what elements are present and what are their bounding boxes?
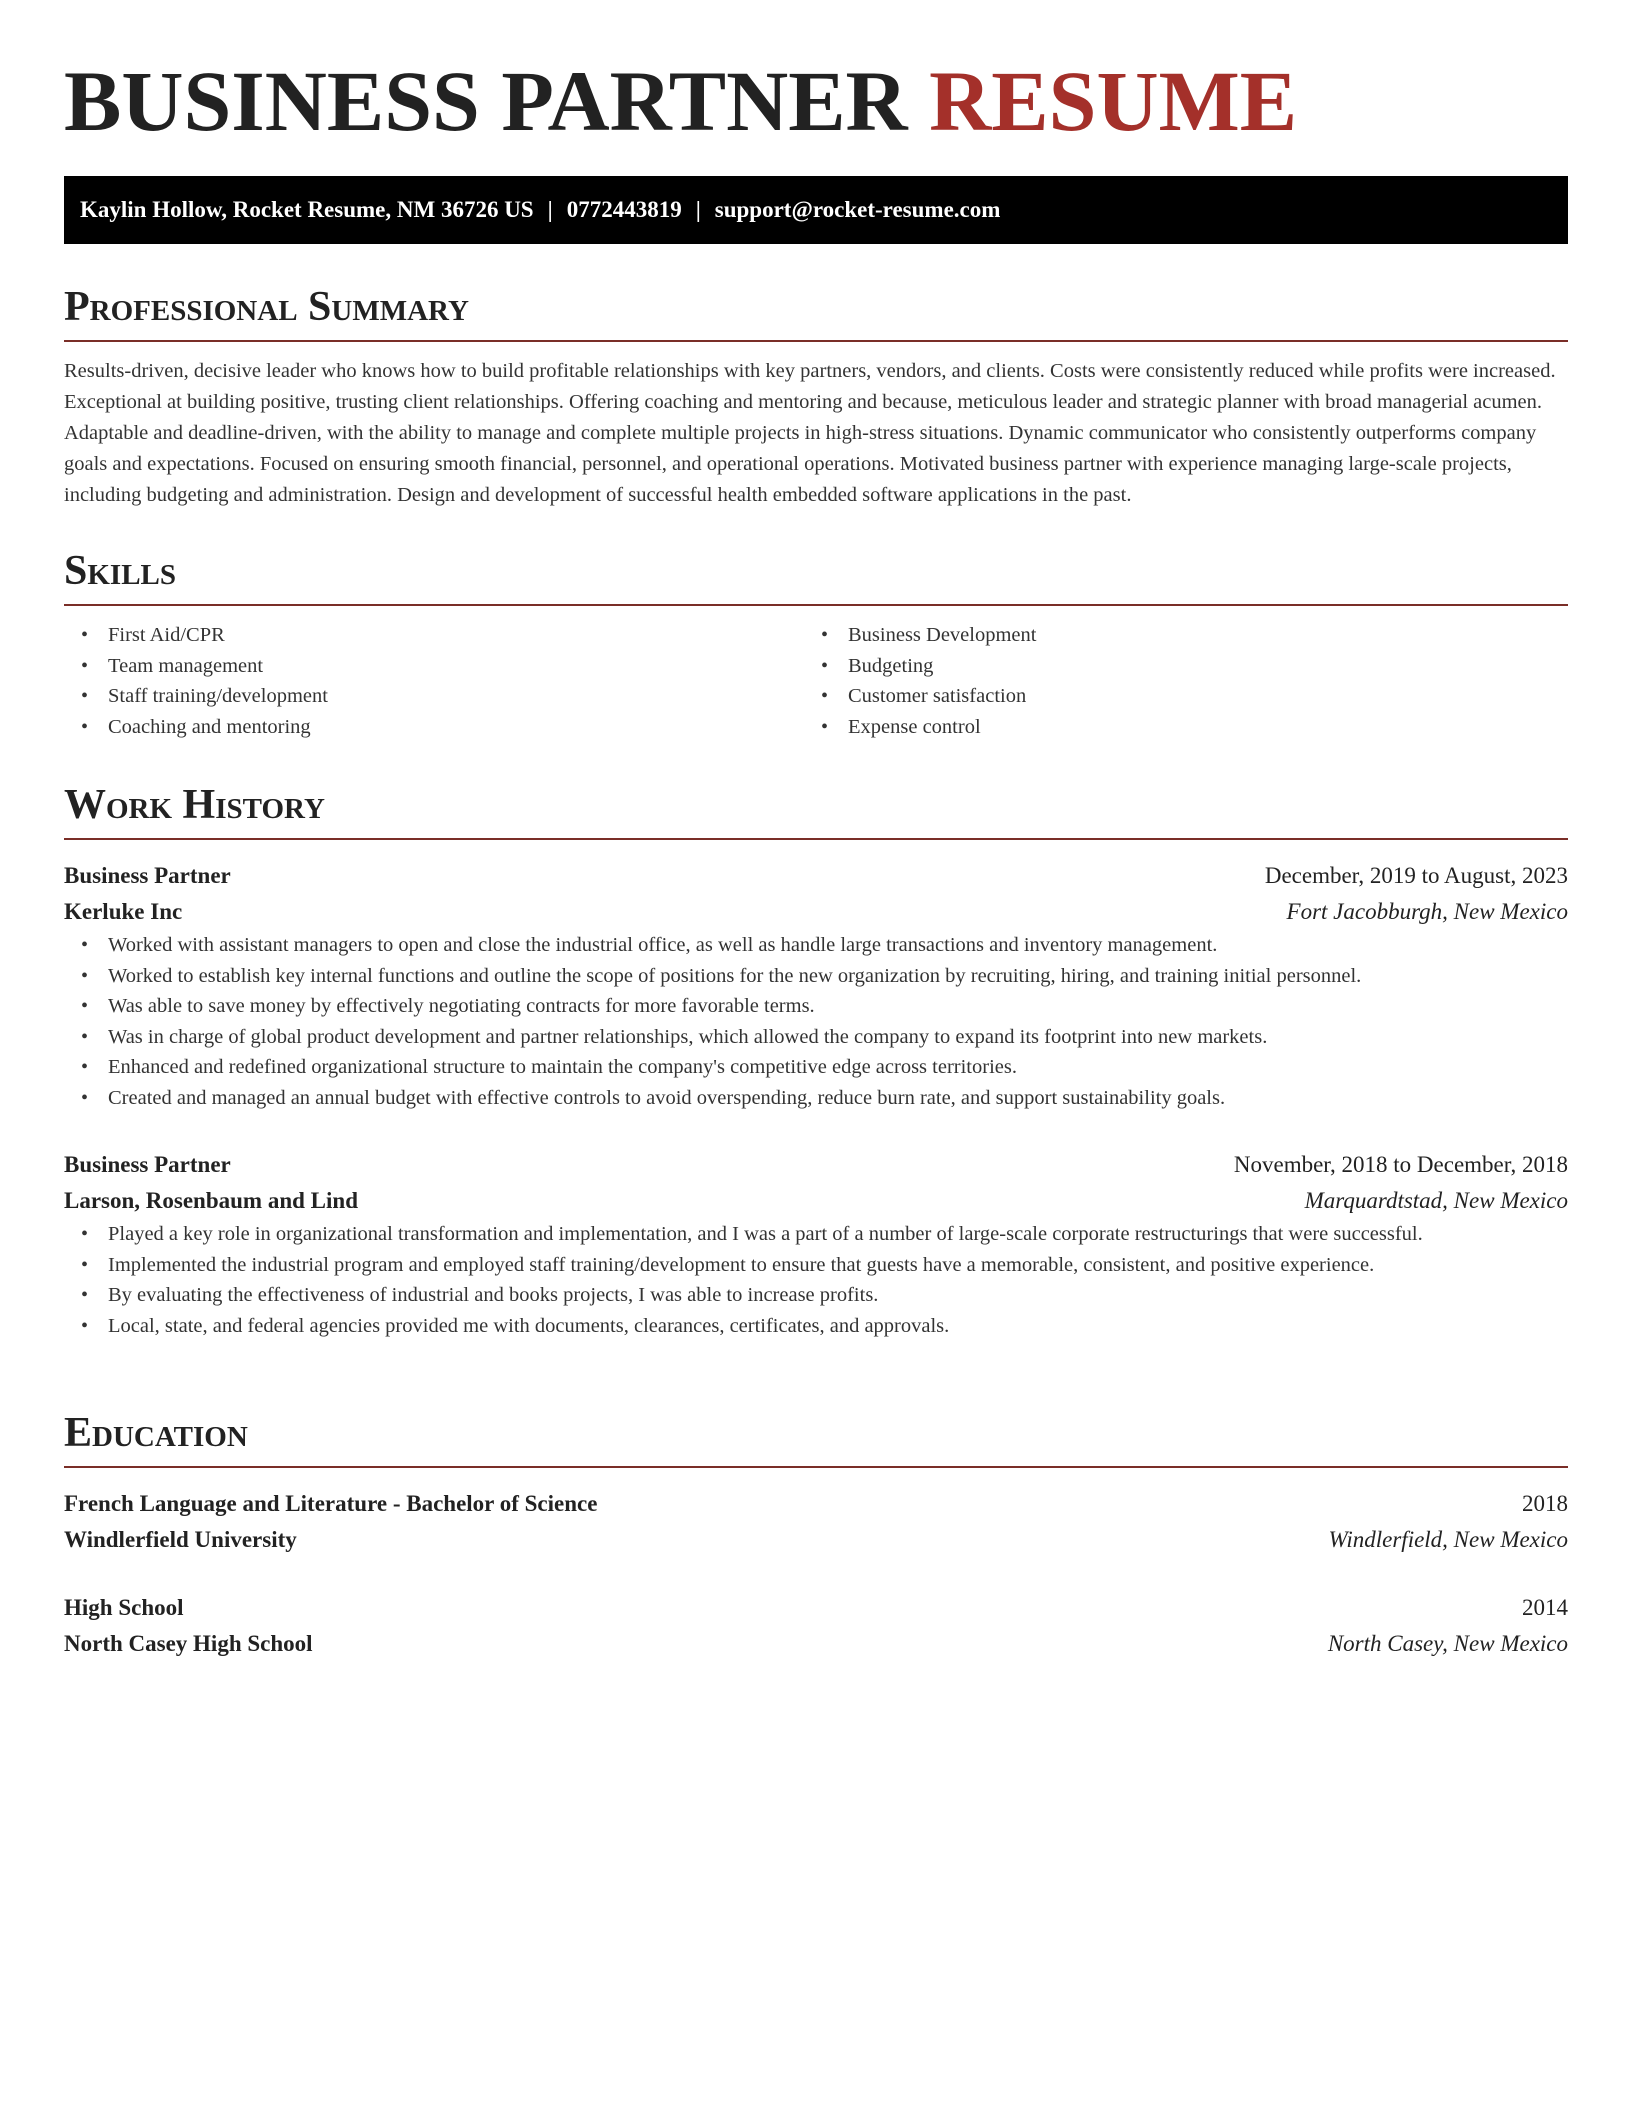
section-heading-education: Education xyxy=(64,1412,1568,1468)
contact-separator: | xyxy=(547,197,553,222)
contact-separator: | xyxy=(695,197,701,222)
skill-item: • Team management xyxy=(64,651,804,682)
education-school-row xyxy=(64,1522,1568,1558)
job-bullet: • By evaluating the effectiveness of industrial and books projects, I was able to increase profits. xyxy=(64,1280,1568,1311)
job-bullet: • Implemented the industrial program and employed staff training/development to ensure that guests have a memorable, consistent, and positive experience. xyxy=(64,1250,1568,1281)
education-year: 2018 xyxy=(1522,1491,1568,1516)
education-location: Windlerfield, New Mexico xyxy=(1328,1527,1568,1552)
section-heading-summary: Professional Summary xyxy=(64,286,1568,342)
job-bullet: • Was in charge of global product development and partner relationships, which allowed the company to expand its footprint into new markets. xyxy=(64,1022,1568,1053)
job-bullet: • Created and managed an annual budget with effective controls to avoid overspending, reduce burn rate, and support sustainability goals. xyxy=(64,1083,1568,1114)
education-degree: French Language and Literature - Bachelor of Science xyxy=(64,1491,598,1516)
education-location: North Casey, New Mexico xyxy=(1327,1631,1568,1656)
summary-text: Results-driven, decisive leader who knows how to build profitable relationships with key partners, vendors, and clients. Costs were consistently reduced while profits were increased. Exceptional at building positive, trusting client relationships. Offering coaching and mentoring and because, meticulous leader and strategic planner with broad managerial acumen. Adaptable and deadline-driven, with the ability to manage and complete multiple projects in high-stress situations. Dynamic communicator who consistently outperforms company goals and expectations. Focused on ensuring smooth financial, personnel, and operational operations. Motivated business partner with experience managing large-scale projects, including budgeting and administration. Design and development of successful health embedded software applications in the past. xyxy=(64,360,1556,506)
job-bullet: • Played a key role in organizational transformation and implementation, and I was a part of a number of large-scale corporate restructurings that were successful. xyxy=(64,1219,1568,1250)
education-entry xyxy=(64,1590,1568,1662)
skill-item: • First Aid/CPR xyxy=(64,620,804,651)
section-heading-skills: Skills xyxy=(64,550,1568,606)
summary-section xyxy=(64,286,1568,511)
education-entry xyxy=(64,1486,1568,1558)
work-history-section xyxy=(64,784,1568,1341)
skill-item: • Business Development xyxy=(804,620,1544,651)
section-heading-work: Work History xyxy=(64,784,1568,840)
job-bullet: • Was able to save money by effectively negotiating contracts for more favorable terms. xyxy=(64,991,1568,1022)
education-school: Windlerfield University xyxy=(64,1527,297,1552)
job-company: Larson, Rosenbaum and Lind xyxy=(64,1188,358,1213)
skill-item: • Budgeting xyxy=(804,651,1544,682)
page-title xyxy=(64,54,1297,149)
title-accent: RESUME xyxy=(929,53,1298,149)
job-company: Kerluke Inc xyxy=(64,899,183,924)
job-title: Business Partner xyxy=(64,863,231,888)
contact-email: support@rocket-resume.com xyxy=(714,197,1001,222)
skill-item: • Staff training/development xyxy=(64,681,804,712)
contact-bar xyxy=(64,176,1568,244)
education-degree-row xyxy=(64,1486,1568,1522)
title-main: BUSINESS PARTNER xyxy=(64,53,908,149)
job-bullet: • Worked with assistant managers to open and close the industrial office, as well as handle large transactions and inventory management. xyxy=(64,930,1568,961)
job-title-row xyxy=(64,858,1568,894)
skill-item: • Customer satisfaction xyxy=(804,681,1544,712)
skill-item: • Expense control xyxy=(804,712,1544,743)
job-entry xyxy=(64,858,1568,1113)
education-degree: High School xyxy=(64,1595,184,1620)
skill-item: • Coaching and mentoring xyxy=(64,712,804,743)
skills-grid xyxy=(64,620,1568,742)
skills-section xyxy=(64,550,1568,742)
job-bullet: • Local, state, and federal agencies provided me with documents, clearances, certificates, and approvals. xyxy=(64,1311,1568,1342)
job-title: Business Partner xyxy=(64,1152,231,1177)
job-location: Marquardtstad, New Mexico xyxy=(1304,1188,1568,1213)
skills-column-left xyxy=(64,620,804,742)
job-title-row xyxy=(64,1147,1568,1183)
education-degree-row xyxy=(64,1590,1568,1626)
contact-phone: 0772443819 xyxy=(566,197,682,222)
job-dates: November, 2018 to December, 2018 xyxy=(1233,1152,1568,1177)
job-bullet: • Enhanced and redefined organizational structure to maintain the company's competitive edge across territories. xyxy=(64,1052,1568,1083)
skills-column-right xyxy=(804,620,1544,742)
education-school-row xyxy=(64,1626,1568,1662)
education-school: North Casey High School xyxy=(64,1631,313,1656)
job-company-row xyxy=(64,1183,1568,1219)
education-section xyxy=(64,1412,1568,1662)
job-dates: December, 2019 to August, 2023 xyxy=(1264,863,1568,888)
job-company-row xyxy=(64,894,1568,930)
job-bullets xyxy=(64,1219,1568,1341)
job-bullet: • Worked to establish key internal functions and outline the scope of positions for the new organization by recruiting, hiring, and training initial personnel. xyxy=(64,961,1568,992)
job-location: Fort Jacobburgh, New Mexico xyxy=(1286,899,1568,924)
contact-address: Kaylin Hollow, Rocket Resume, NM 36726 US xyxy=(80,197,534,222)
job-entry xyxy=(64,1147,1568,1341)
job-bullets xyxy=(64,930,1568,1113)
education-year: 2014 xyxy=(1522,1595,1568,1620)
